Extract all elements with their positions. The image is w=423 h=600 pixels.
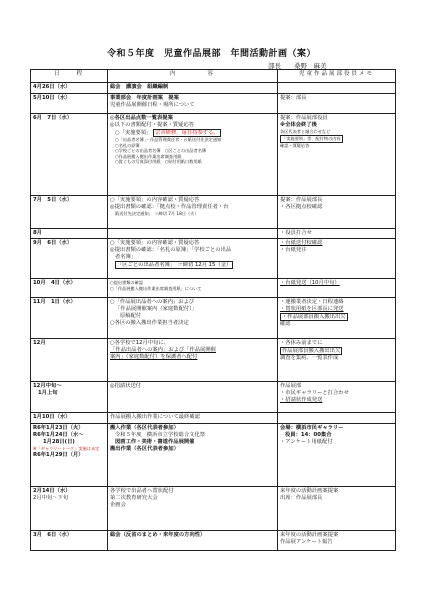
row-date: 11月 1日（水） [31,298,108,339]
table-row [31,114,396,196]
header-memo: 児童作品展部役員メモ [278,70,396,83]
row-content: 作品展搬入搬出作業について最終確認 [108,413,278,424]
row-date: 3月 6日（水） [31,531,108,551]
table-row [31,487,396,531]
row-date: 8月 [31,229,108,239]
row-date: 5月10日（水） [31,94,108,114]
table-row [31,196,396,229]
row-date: 4月26日（水） [31,83,108,94]
row-content: ○「実施要領」の内容確認・質疑応答 ◎提出書類の確認：「名札の原簿」「学校ごとの出品 者名簿」 「区ごとの出品者名簿」 ☞締切 12月 15（金） [108,239,278,279]
row-date: 12月中旬～ 1月上旬 [31,382,108,413]
row-memo: ・役員打合せ [278,229,396,239]
row-content: 総会（反省のまとめ・来年度の方向性） [108,531,278,551]
row-memo: ・台紙送付校確認 ・台紙発注 [278,239,396,279]
row-content: 事業部会 年度計画案 提案 児童作品展開催日程・場所について [108,94,278,114]
row-memo [278,83,396,94]
row-date: 1月10日（水） [31,413,108,424]
row-memo: 来年度の活動計画案提案 出席：作品展部長 [278,487,396,531]
table-row [31,339,396,382]
row-memo: ・運搬業者決定・日程連絡 ・賞状用紙を区部長に発送 ・作品展部員搬入搬出出欠 確認 [278,298,396,339]
table-header-row [31,70,396,83]
row-content: ○各学校で12月中旬に、 「作品出品者への案内」および「作品展開催 案内」（家庭数配付）を保護者へ配付 [108,339,278,382]
row-content: 搬入作業（各区代表者参加） 令和５年度 横浜市立学校総合文化祭 図画工作・美術・書道作品展開催 搬出作業（各区代表者参加） [108,424,278,487]
highlight-note: 宗市研修、毎日持参する。 [155,130,219,136]
chair-name: 部長 桑野 麻美 [268,62,327,70]
table-row [31,531,396,551]
table-row [31,382,396,413]
table-row [31,298,396,339]
header-date: 日 程 [31,70,108,83]
row-date: 7月 5日（水） [31,196,108,229]
row-content: ○提出書類の確認 ○「作品展搬入搬出作業出席調査用紙」について [108,279,278,298]
row-memo: 提案：部長 [278,94,396,114]
row-date: 6月 7日（水） [31,114,108,196]
table-row [31,83,396,94]
table-row [31,229,396,239]
row-content: 総会 講演会 組織編制 [108,83,278,94]
row-date: 12月 [31,339,108,382]
row-content: 各学校で出品者へ賞状配付 第二次教育研究大会 企画会 [108,487,278,531]
table-row [31,424,396,487]
row-content: ○「実施要領」の内容確認・質疑応答 ◎提出書類の確認：「拠点校・作品管理責任者・台 紙送付先決定通知」 ☞締切 7月 18日（火） [108,196,278,229]
row-content: ◎招請状送付 [108,382,278,413]
row-content: ◎各区出品点数一覧表提案 ◎以下の書類配付・提案・質疑応答 ○「実施要領」 宗市研修、毎日持参する。 ○「出品者名簿」・作品管理責任者・台紙送付先決定通知 ○名札の原簿 ○学校ごとの出品者名簿 ○区ごとの出品者名簿 ○作品展搬入搬出作業出席調査用紙 ○賞ぐもの写真添付用紙 ○貼付用紙口数用紙 [108,114,278,196]
row-memo: ・各休み前までに 作品展部員搬入搬出出欠 調査を集約、一覧表作成 [278,339,396,382]
row-memo: 作品展部 ・市民ギャラリーと打合わせ ・招請状作成発送 [278,382,396,413]
row-content [108,229,278,239]
row-date: R6年1月23日（火） R6年1月24日（水～ 1月28日(日) ※「ギャラリートーク」実施は未定 R6年1月29日（月） [31,424,108,487]
schedule-table [30,69,396,551]
row-memo: 来年度の活動計画案提案 作品展アンケート報告 [278,531,396,551]
table-row [31,239,396,279]
row-memo: 提案：作品展部長 ・各区拠点校確認 [278,196,396,229]
row-memo: 提案：作品展部役員 ※全体会終了後 各区代表者と融合わせなど 「実施要領」等、配付物の内容 確認・質疑応答 [278,114,396,196]
row-memo: 会場：横浜市民ギャラリー 役員：14：00集合 ・アンケート用紙配付 [278,424,396,487]
row-date: 10月 4日（水） [31,279,108,298]
row-date: 9月 6日（水） [31,239,108,279]
row-memo [278,413,396,424]
header-content: 内 容 [108,70,278,83]
table-row [31,279,396,298]
document-title: 令和５年度 児童作品展部 年間活動計画（案） [106,49,316,59]
row-memo: ・台紙発送（10月中旬） [278,279,396,298]
row-content: ○「作品展出品者への案内」および 「作品展開催案内（家庭数配付）」 原稿配付 ○各区の搬入搬出作業担当者決定 [108,298,278,339]
table-row [31,94,396,114]
row-date: 2月14日（水） 2月中旬～下旬 [31,487,108,531]
table-row [31,413,396,424]
